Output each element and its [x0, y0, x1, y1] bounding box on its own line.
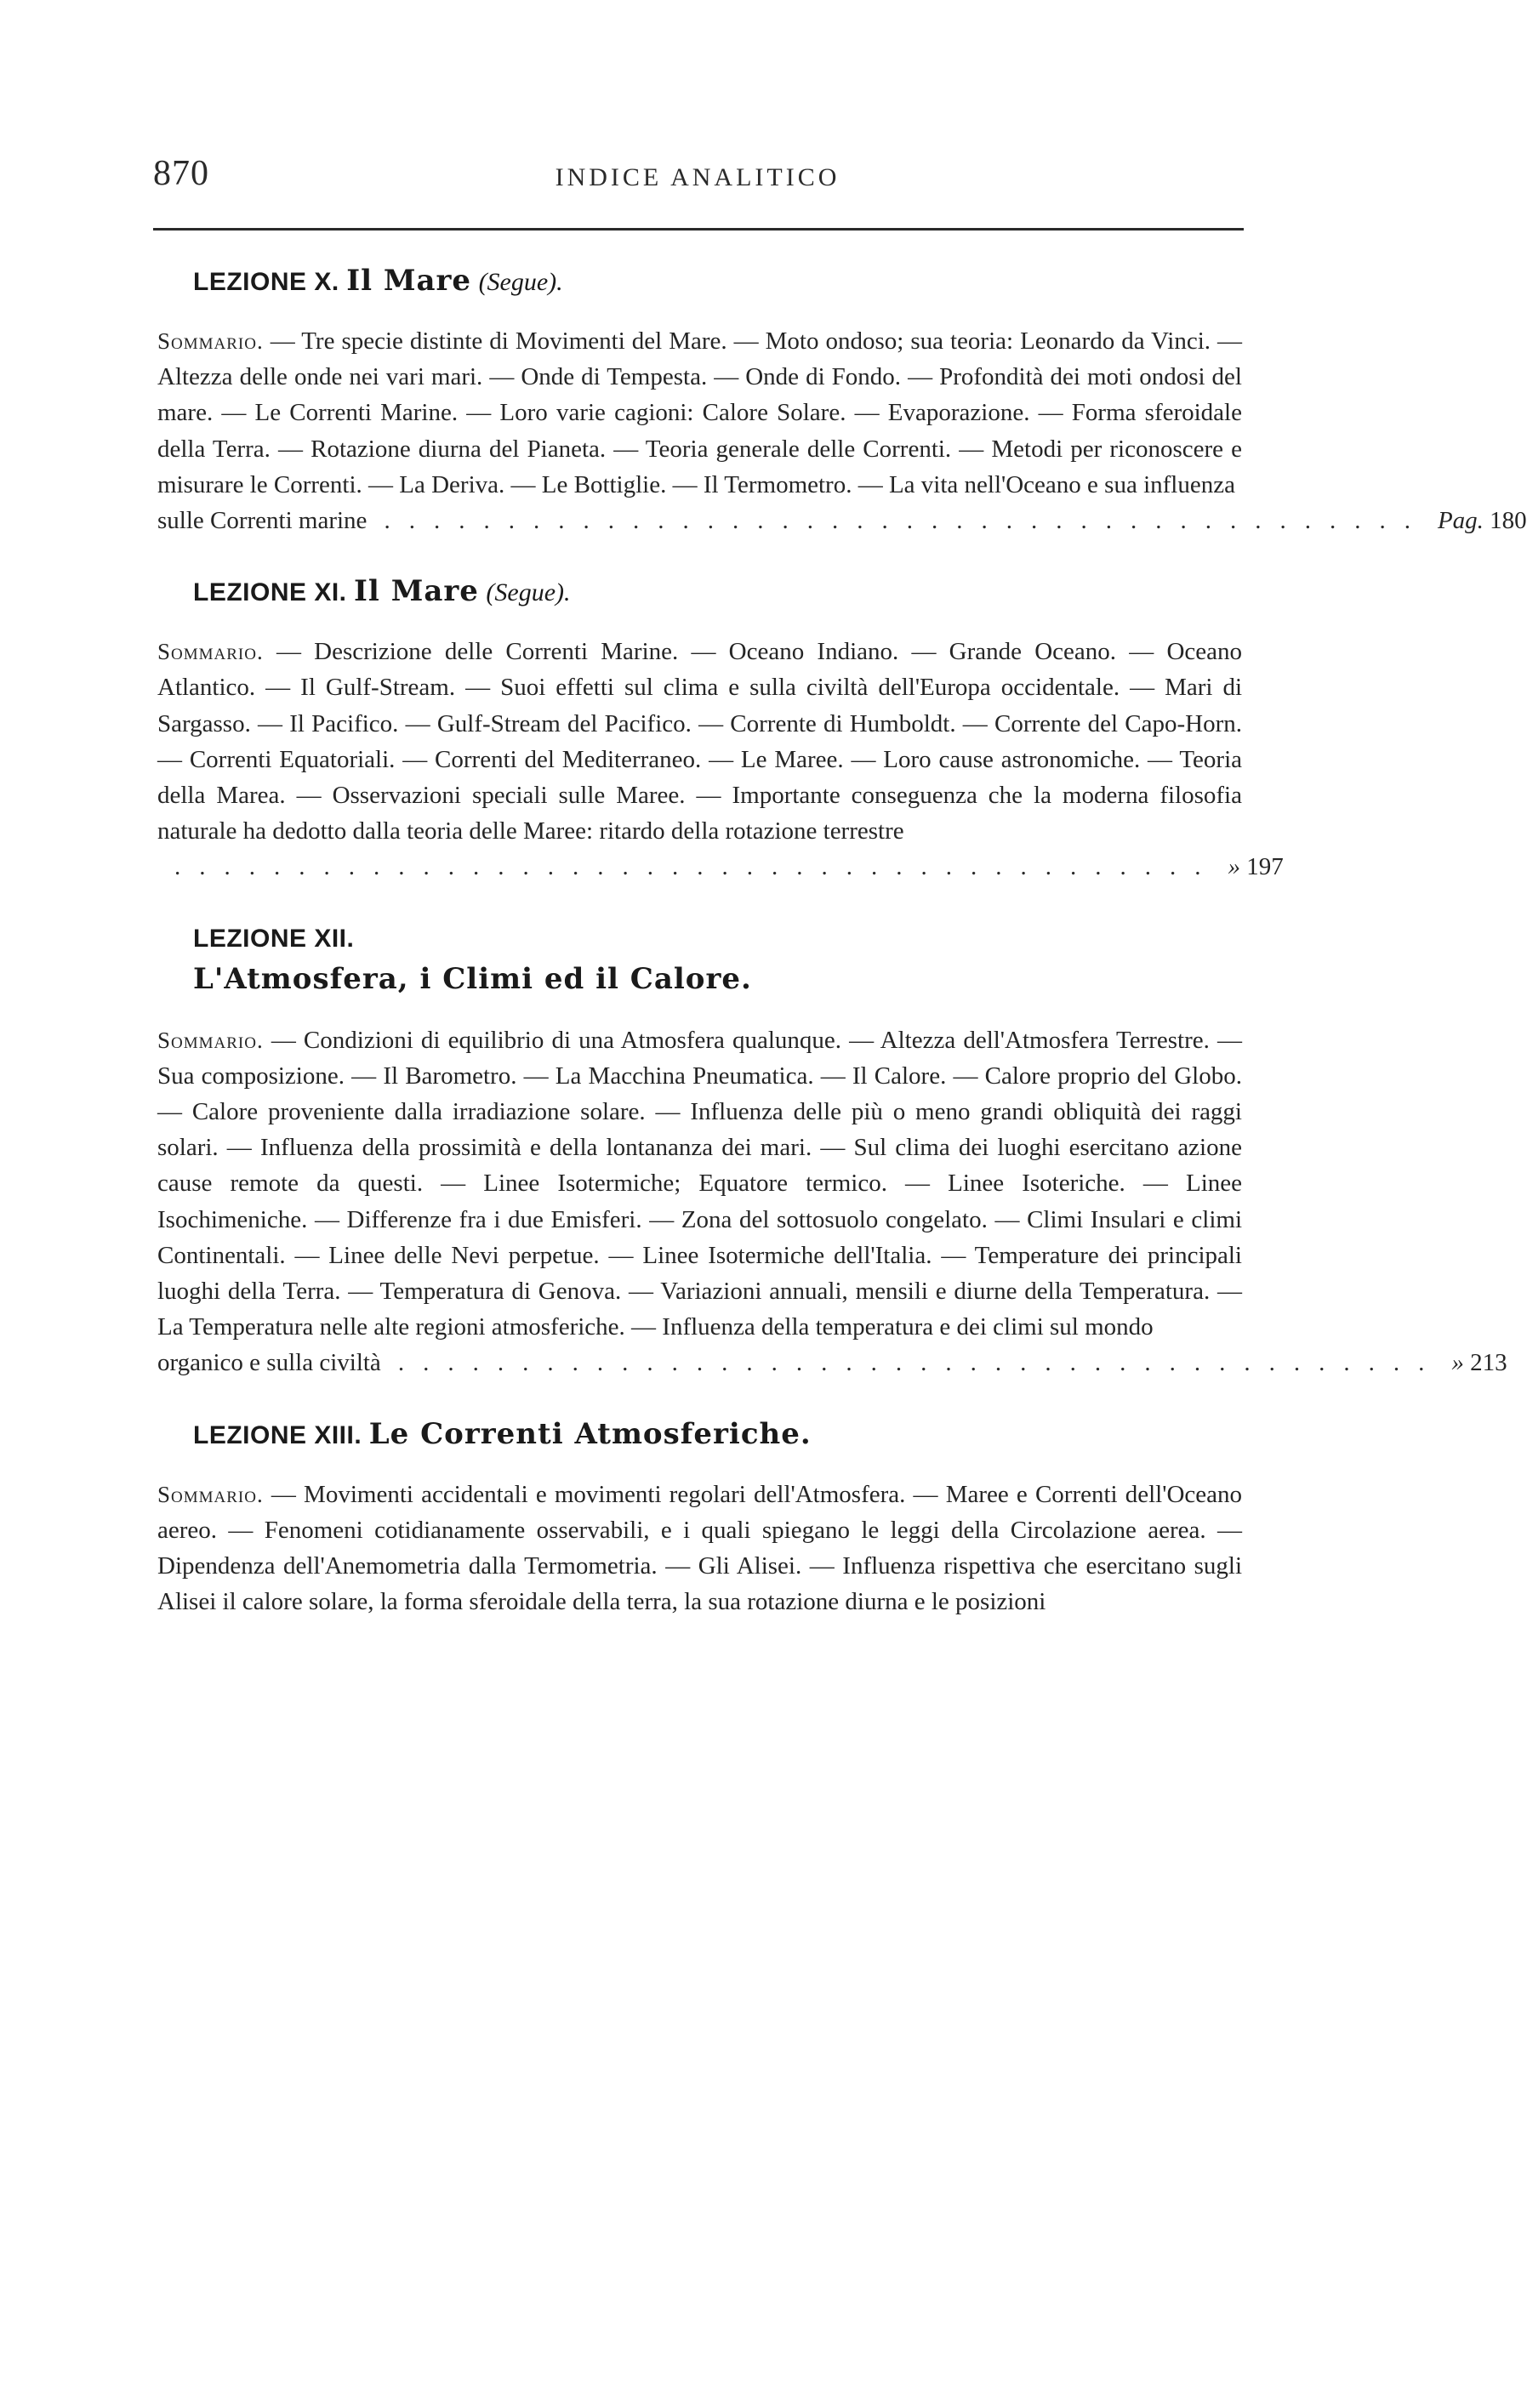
dot-leader: .......................................... — [174, 853, 1220, 881]
lesson-heading — [193, 1415, 1242, 1454]
running-title: INDICE ANALITICO — [555, 163, 840, 191]
page-reference — [1429, 503, 1527, 538]
dot-leader: .......................................... — [397, 1349, 1444, 1377]
lesson-summary — [157, 1477, 1242, 1620]
page-label: Pag. — [1437, 507, 1484, 535]
lesson-note: (Segue). — [478, 268, 563, 296]
summary-text: — Condizioni di equilibrio di una Atmosfera qualunque. — Altezza dell'Atmosfera Terrestre. — Sua composizione. — Il Barometro. — La Macchina Pneumatica. — Il Calore. — Calore proprio del Globo. — Calore proveniente dalla irradiazione solare. — Influenza delle più o meno grandi obliquità dei raggi solari. — Influenza della prossimità e della lontananza dei mari. — Sul clima dei luoghi esercitano azione cause remote da questi. — Linee Isotermiche; Equatore termico. — Linee Isoteriche. — Linee Isochimeniche. — Differenze fra i due Emisferi. — Zona del sottosuolo congelato. — Climi Insulari e climi Continentali. — Linee delle Nevi perpetue. — Linee Isotermiche dell'Italia. — Temperature dei principali luoghi della Terra. — Temperatura di Genova. — Variazioni annuali, mensili e diurne della Temperatura. — La Temperatura nelle alte regioni atmosferiche. — Influenza della temperatura e dei climi sul mondo — [157, 1026, 1242, 1341]
lesson-number: LEZIONE XII. — [193, 924, 355, 953]
lesson-summary — [157, 323, 1527, 538]
summary-last-line: sulle Correnti marine — [157, 507, 368, 535]
page-reference — [1220, 849, 1284, 885]
summary-text: — Tre specie distinte di Movimenti del Mare. — Moto ondoso; sua teoria: Leonardo da Vinci. — Altezza delle onde nei vari mari. — Onde di Tempesta. — Onde di Fondo. — Profondità dei moti ondosi del mare. — Le Correnti Marine. — Loro varie cagioni: Calore Solare. — Evaporazione. — Forma sferoidale della Terra. — Rotazione diurna del Pianeta. — Teoria generale delle Correnti. — Metodi per riconoscere e misurare le Correnti. — La Deriva. — Le Bottiglie. — Il Termometro. — La vita nell'Oceano e sua influenza — [157, 327, 1243, 498]
page-label: » — [1451, 1349, 1464, 1377]
summary-text: — Descrizione delle Correnti Marine. — Oceano Indiano. — Grande Oceano. — Oceano Atlantico. — Il Gulf-Stream. — Suoi effetti sul clima e sulla civiltà dell'Europa occidentale. — Mari di Sargasso. — Il Pacifico. — Gulf-Stream del Pacifico. — Corrente di Humboldt. — Corrente del Capo-Horn. — Correnti Equatoriali. — Correnti del Mediterraneo. — Le Maree. — Loro cause astronomiche. — Teoria della Marea. — Osservazioni speciali sulle Maree. — Importante conseguenza che la moderna filosofia naturale ha dedotto dalla teoria delle Maree: ritardo della rotazione terrestre — [157, 638, 1243, 845]
lesson-subject: Il Mare — [346, 264, 472, 298]
lesson-subject: Il Mare — [354, 574, 479, 609]
summary-label: Sommario. — [157, 1027, 264, 1053]
page-label: » — [1228, 853, 1240, 881]
lesson-summary — [157, 1022, 1507, 1381]
lesson-subject: Le Correnti Atmosferiche. — [368, 1416, 812, 1451]
lesson-summary — [157, 634, 1284, 885]
summary-label: Sommario. — [157, 1481, 264, 1507]
page-value: 197 — [1246, 853, 1284, 881]
lesson-title-block — [193, 958, 1086, 1000]
page-reference-line — [157, 503, 1527, 538]
lesson-entry — [157, 919, 1507, 1381]
lesson-entry — [157, 262, 1527, 538]
page-value: 180 — [1490, 507, 1527, 535]
summary-last-line: organico e sulla civiltà — [157, 1349, 381, 1377]
index-content — [157, 262, 1527, 1620]
lesson-entry — [157, 1415, 1242, 1620]
summary-text: — Movimenti accidentali e movimenti regolari dell'Atmosfera. — Maree e Correnti dell'Oceano aereo. — Fenomeni cotidianamente osservabili, e i quali spiegano le leggi della Circolazione aerea. — Dipendenza dell'Anemometria dalla Termometria. — Gli Alisei. — Influenza rispettiva che esercitano sugli Alisei il calore solare, la forma sferoidale della terra, la sua rotazione diurna e le posizioni — [157, 1480, 1243, 1616]
page-reference — [1443, 1345, 1507, 1380]
page-reference-line — [157, 1345, 1507, 1380]
page-value: 213 — [1470, 1349, 1507, 1377]
header-rule — [153, 228, 1244, 231]
summary-label: Sommario. — [157, 639, 264, 665]
lesson-heading — [193, 262, 1242, 301]
lesson-entry — [157, 572, 1284, 885]
lesson-number: LEZIONE X. — [193, 268, 339, 296]
lesson-subject: L'Atmosfera, i Climi ed il Calore. — [193, 961, 752, 996]
lesson-heading — [193, 919, 1242, 1000]
lesson-note: (Segue). — [486, 578, 571, 607]
dot-leader: .......................................... — [384, 507, 1429, 535]
lesson-number: LEZIONE XI. — [193, 578, 347, 607]
lesson-number: LEZIONE XIII. — [193, 1420, 362, 1449]
lesson-heading — [193, 572, 1242, 612]
summary-label: Sommario. — [157, 328, 264, 354]
running-head — [153, 153, 1242, 204]
page-reference-line — [157, 849, 1284, 885]
page-number: 870 — [153, 154, 209, 193]
